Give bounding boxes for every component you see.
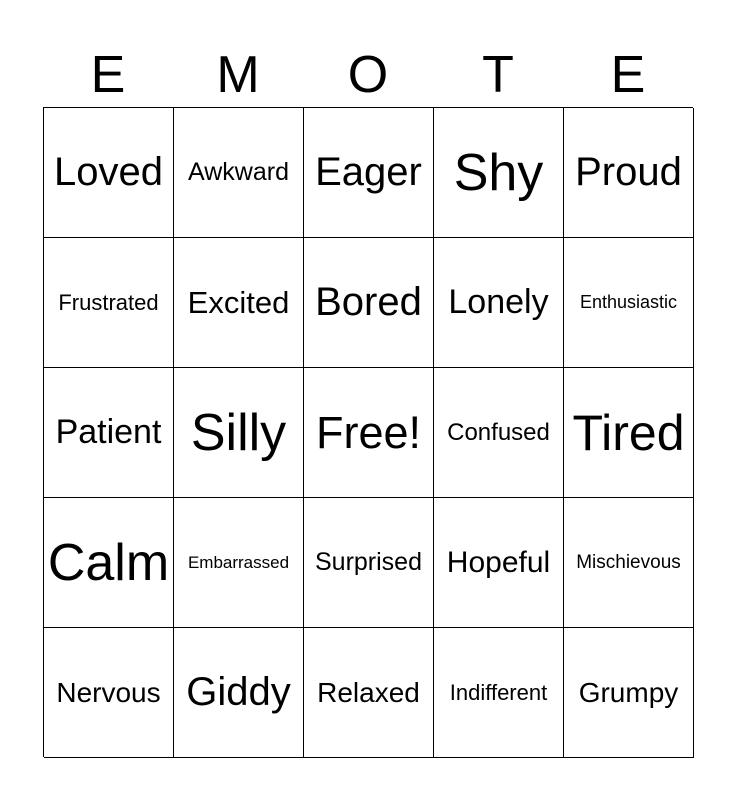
cell-label: Tired [572,404,685,461]
free-space-cell[interactable] [304,368,434,498]
cell-label: Patient [55,413,162,451]
header-letter: E [610,46,646,104]
bingo-cell[interactable] [564,108,694,238]
bingo-cell[interactable] [564,368,694,498]
bingo-cell[interactable] [174,368,304,498]
header-letter: M [216,46,260,104]
cell-label: Proud [575,150,682,194]
bingo-grid [43,107,693,757]
cell-label: Surprised [315,548,422,576]
cell-label: Awkward [188,158,289,186]
cell-label: Mischievous [576,551,681,573]
cell-label: Embarrassed [187,552,290,572]
bingo-cell[interactable] [564,238,694,368]
bingo-cell[interactable] [174,238,304,368]
cell-label: Silly [190,403,287,462]
bingo-cell[interactable] [44,368,174,498]
cell-label: Nervous [56,676,161,708]
cell-label: Shy [453,143,544,202]
bingo-cell[interactable] [434,368,564,498]
bingo-cell[interactable] [44,498,174,628]
cell-label: Eager [315,150,422,194]
bingo-cell[interactable] [434,498,564,628]
bingo-cell[interactable] [174,498,304,628]
bingo-cell[interactable] [44,628,174,758]
bingo-cell[interactable] [564,498,694,628]
bingo-cell[interactable] [434,238,564,368]
cell-label: Bored [315,280,422,324]
bingo-cell[interactable] [304,628,434,758]
cell-label: Loved [54,150,163,194]
header-letter: T [482,46,514,104]
cell-label: Giddy [186,670,291,714]
bingo-cell[interactable] [304,108,434,238]
cell-label: Excited [187,284,290,320]
cell-label: Free! [315,406,422,458]
cell-label: Relaxed [317,676,420,708]
cell-label: Confused [447,418,550,446]
bingo-cell[interactable] [304,498,434,628]
cell-label: Enthusiastic [579,292,678,312]
bingo-cell[interactable] [174,628,304,758]
cell-label: Grumpy [578,676,679,708]
bingo-header [43,42,693,108]
bingo-cell[interactable] [564,628,694,758]
cell-label: Frustrated [58,289,159,315]
cell-label: Calm [47,533,170,592]
header-letter: E [90,46,126,104]
header-letter: O [347,46,389,104]
bingo-cell[interactable] [304,238,434,368]
cell-label: Indifferent [449,679,548,705]
cell-label: Hopeful [446,545,551,579]
bingo-cell[interactable] [44,238,174,368]
bingo-cell[interactable] [434,108,564,238]
bingo-cell[interactable] [174,108,304,238]
cell-label: Lonely [448,283,549,321]
bingo-cell[interactable] [434,628,564,758]
bingo-cell[interactable] [44,108,174,238]
